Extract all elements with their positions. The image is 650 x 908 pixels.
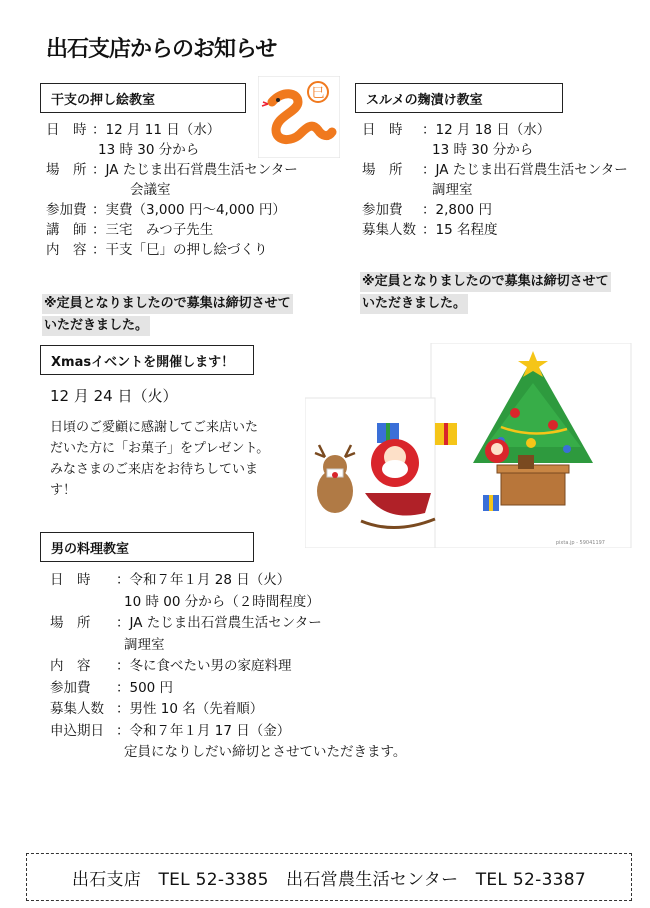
cooking-row	[50, 721, 406, 743]
cooking-row-label: 参加費	[50, 679, 91, 696]
cooking-row-value: ：500 円	[116, 679, 174, 696]
surume-row-label: 参加費	[362, 202, 403, 218]
surume-row	[362, 200, 628, 220]
cooking-row-label: 日 時	[50, 572, 91, 588]
xmas-section-header	[40, 345, 254, 375]
cooking-row-value: ：男性 10 名（先着順）	[116, 701, 264, 717]
snake-icon	[258, 76, 340, 158]
cooking-row-label: 申込期日	[50, 722, 104, 739]
surume-row-value: ：JA たじま出石営農生活センター	[422, 162, 628, 178]
cooking-row-value: ：令和７年１月 17 日（金）	[116, 722, 291, 739]
eto-row	[46, 220, 298, 240]
xmas-date: 12 月 24 日（火）	[50, 387, 178, 405]
surume-row-label: 日 時	[362, 122, 403, 138]
eto-row-label: 参加費	[46, 202, 87, 218]
eto-row-label: 講 師	[46, 222, 87, 238]
eto-row-value: ：12 月 11 日（水）	[92, 122, 221, 138]
eto-section-header	[40, 83, 246, 113]
image-credit: pixta.jp - 59041197	[555, 540, 605, 546]
surume-row-value: ：2,800 円	[422, 202, 492, 218]
cooking-details	[50, 570, 406, 764]
cooking-row	[50, 742, 406, 764]
cooking-row	[50, 592, 406, 614]
surume-row-value: 調理室	[432, 182, 473, 198]
eto-row-value: ：JA たじま出石営農生活センター	[92, 162, 298, 178]
surume-row	[362, 180, 628, 200]
eto-row	[46, 200, 298, 220]
contact-info: 出石支店 TEL 52-3385 出石営農生活センター TEL 52-3387	[71, 869, 587, 890]
eto-row-value: 13 時 30 分から	[98, 142, 200, 158]
christmas-scene-icon	[305, 343, 633, 548]
surume-section-header	[355, 83, 563, 113]
eto-row-label: 内 容	[46, 242, 87, 258]
page-title: 出石支店からのお知らせ	[46, 37, 277, 62]
cooking-row	[50, 570, 406, 592]
contact-footer	[26, 853, 632, 901]
eto-closed-note	[42, 292, 293, 336]
surume-note-line: ※定員となりましたので募集は締切させて	[360, 272, 611, 292]
xmas-body-line: だいた方に「お菓子」をプレゼント。	[50, 441, 270, 456]
eto-row-label: 日 時	[46, 122, 87, 138]
eto-row	[46, 180, 298, 200]
eto-row-value: ：実費（3,000 円～4,000 円）	[92, 202, 286, 218]
cooking-row-label: 募集人数	[50, 701, 104, 717]
cooking-row	[50, 635, 406, 657]
surume-row-label: 募集人数	[362, 222, 416, 238]
surume-row	[362, 220, 628, 240]
xmas-body-line: 日頃のご愛顧に感謝してご来店いた	[50, 420, 259, 435]
surume-row	[362, 120, 628, 140]
surume-row-value: ：12 月 18 日（水）	[422, 122, 551, 138]
cooking-row	[50, 656, 406, 678]
cooking-row-value: 10 時 00 分から（２時間程度）	[124, 593, 320, 610]
xmas-body-line: す！	[50, 483, 77, 498]
surume-header-label: スルメの麹漬け教室	[366, 92, 483, 108]
eto-note-line: いただきました。	[42, 316, 150, 336]
cooking-row-value: 定員になりしだい締切とさせていただきます。	[124, 744, 407, 760]
cooking-row	[50, 613, 406, 635]
cooking-row-label: 場 所	[50, 615, 91, 631]
xmas-header-label: Xmasイベントを開催します！	[51, 354, 235, 370]
eto-row-value: ：三宅 みつ子先生	[92, 222, 214, 238]
surume-row	[362, 140, 628, 160]
eto-header-label: 干支の押し絵教室	[51, 92, 156, 108]
surume-note-line: いただきました。	[360, 294, 468, 314]
surume-closed-note	[360, 270, 611, 314]
surume-row-value: ：15 名程度	[422, 222, 498, 238]
surume-details	[362, 120, 628, 240]
cooking-row-label: 内 容	[50, 658, 91, 674]
cooking-row-value: ：冬に食べたい男の家庭料理	[116, 658, 292, 674]
cooking-row-value: ：令和７年１月 28 日（火）	[116, 572, 291, 588]
xmas-body-line: みなさまのご来店をお待ちしていま	[50, 462, 259, 477]
surume-row	[362, 160, 628, 180]
eto-row-value: ：干支「巳」の押し絵づくり	[92, 242, 268, 258]
cooking-row-value: 調理室	[124, 636, 165, 653]
xmas-description	[50, 417, 269, 501]
eto-row-label: 場 所	[46, 162, 87, 178]
christmas-illustration	[305, 343, 633, 548]
cooking-header-label: 男の料理教室	[51, 541, 130, 557]
eto-row	[46, 160, 298, 180]
eto-note-line: ※定員となりましたので募集は締切させて	[42, 294, 293, 314]
snake-illustration	[258, 76, 340, 158]
cooking-row-value: ：JA たじま出石営農生活センター	[116, 615, 322, 631]
surume-row-label: 場 所	[362, 162, 403, 178]
eto-row-value: 会議室	[130, 182, 171, 198]
eto-row	[46, 240, 298, 260]
cooking-section-header	[40, 532, 254, 562]
surume-row-value: 13 時 30 分から	[432, 142, 534, 158]
cooking-row	[50, 699, 406, 721]
cooking-row	[50, 678, 406, 700]
snake-mark: 巳	[311, 86, 325, 101]
